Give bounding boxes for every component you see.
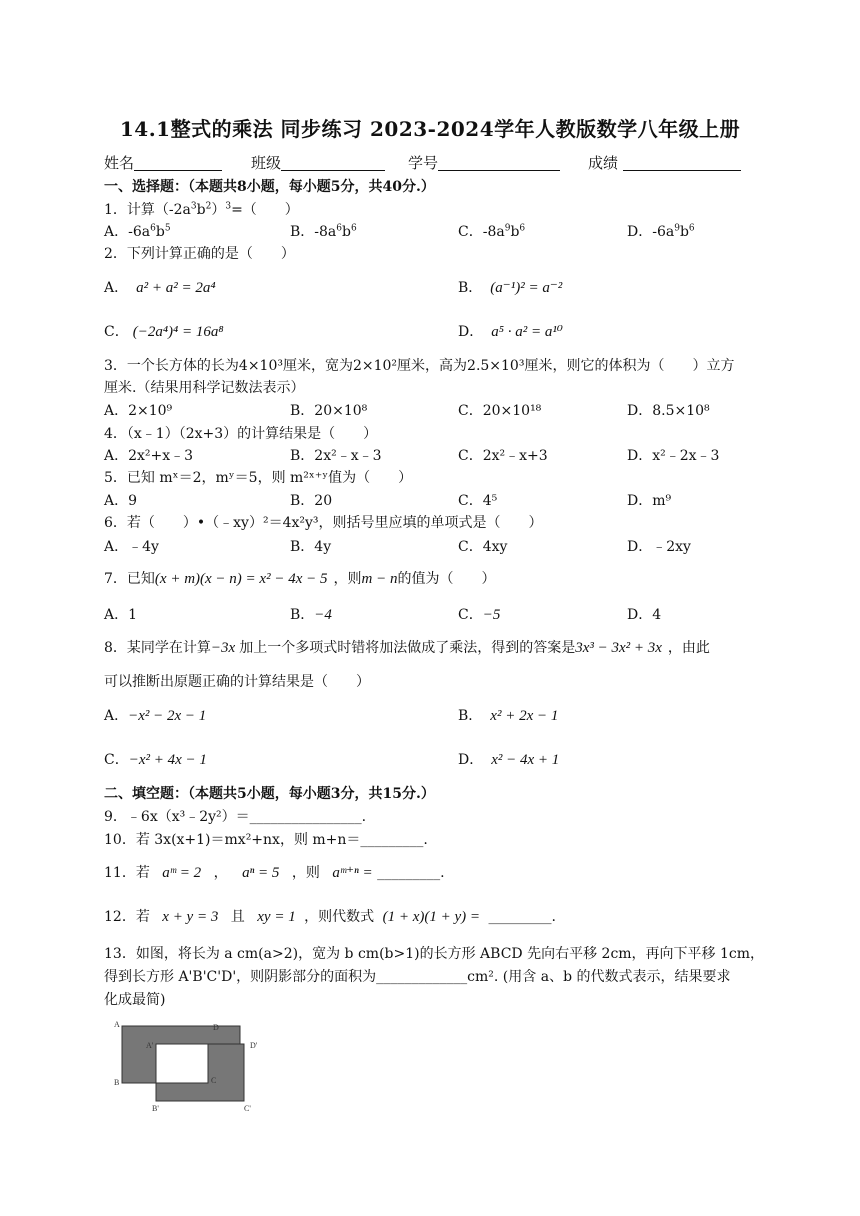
q6-option-a[interactable]: A．﹣4y (104, 539, 159, 555)
q1-a-b: b (155, 224, 165, 240)
q2-b-label: B． (458, 280, 483, 296)
question-13-line3: 化成最简) (104, 992, 166, 1008)
q1-stem-end: =（ ） (231, 202, 299, 218)
question-1-stem (104, 199, 299, 219)
question-5-stem: 5．已知 mˣ＝2，mʸ＝5，则 m²ˣ⁺ʸ值为（ ） (104, 470, 413, 486)
question-2-stem: 2．下列计算正确的是（ ） (104, 246, 295, 262)
q2-c-label: C． (104, 324, 129, 340)
q8-expr2: 3x³ − 3x² + 3x (575, 640, 662, 656)
q2-c-expr: (−2a⁴)⁴ = 16a⁸ (132, 324, 224, 340)
q1-c-e1: 9 (504, 223, 511, 234)
q1-stem-post: ） (211, 202, 226, 218)
question-12 (104, 906, 556, 926)
q12-pre: 12．若 (104, 909, 150, 925)
question-3-line1: 3．一个长方体的长为4×10³厘米，宽为2×10²厘米，高为2.5×10³厘米，则它的体积为（ ）立方 (104, 358, 735, 374)
q7-c-label: C． (458, 607, 483, 623)
q2-a-expr: a² + a² = 2a⁴ (136, 280, 216, 296)
q4-option-a[interactable]: A．2x²+x﹣3 (104, 448, 194, 464)
q7-b-label: B． (290, 607, 315, 623)
q6-option-c[interactable]: C．4xy (458, 539, 508, 555)
q7-post: 的值为（ ） (397, 571, 496, 587)
section-choice-heading: 一、选择题：（本题共8小题，每小题5分，共40分.） (104, 179, 435, 195)
question-7-stem (104, 568, 495, 588)
q8-c-expr: −x² + 4x − 1 (128, 752, 207, 768)
q1-sup2: 2 (205, 201, 212, 212)
q3-option-a[interactable]: A．2×10⁹ (104, 403, 173, 419)
number-label: 学号 (408, 154, 439, 172)
label-d-prime: D' (250, 1041, 258, 1050)
q7-option-c[interactable] (458, 604, 500, 624)
q1-b-e1: 6 (336, 223, 343, 234)
q8-b-label: B． (458, 708, 483, 724)
question-8-line2: 可以推断出原题正确的计算结果是（ ） (104, 674, 370, 690)
q6-option-d[interactable]: D．﹣2xy (627, 539, 691, 555)
question-6-stem: 6．若（ ）•（﹣xy）²＝4x²y³，则括号里应填的单项式是（ ） (104, 515, 543, 531)
q5-option-a[interactable]: A．9 (104, 493, 138, 509)
name-label: 姓名 (104, 154, 135, 172)
q4-option-c[interactable]: C．2x²﹣x+3 (458, 448, 548, 464)
q7-expr: (x + m)(x − n) = x² − 4x − 5 (154, 571, 328, 587)
q2-option-a[interactable] (104, 277, 216, 297)
q8-pre: 8．某同学在计算 (104, 640, 211, 656)
q11-e3: aᵐ⁺ⁿ = (332, 865, 373, 881)
number-blank[interactable] (438, 154, 560, 171)
q12-and: 且 (230, 909, 245, 925)
label-a-prime: A' (146, 1041, 154, 1050)
q12-e1: x + y = 3 (162, 909, 219, 925)
class-field (251, 152, 385, 173)
q1-a-e2: 5 (164, 223, 171, 234)
section-fill-heading: 二、填空题：（本题共5小题，每小题3分，共15分.） (104, 786, 435, 802)
name-field (104, 152, 222, 173)
label-c: C (211, 1076, 217, 1085)
q1-option-b[interactable] (290, 221, 357, 241)
q3-option-c[interactable]: C．20×10¹⁸ (458, 403, 542, 419)
q8-a-label: A． (104, 708, 129, 724)
question-13-line1: 13．如图，将长为 a cm(a>2)，宽为 b cm(b>1)的长方形 ABCD 先向右平移 2cm，再向下平移 1cm， (104, 946, 765, 962)
q1-stem-pre: 1．计算（-2a (104, 202, 191, 218)
q7-mid: ，则 (333, 571, 362, 587)
q1-d-e2: 6 (688, 223, 695, 234)
q7-b-val: −4 (314, 607, 332, 623)
q2-d-expr: a⁵ · a² = a¹⁰ (491, 324, 563, 340)
name-blank[interactable] (134, 154, 222, 171)
q11-sep: ， (213, 865, 228, 881)
q7-c-val: −5 (482, 607, 501, 623)
label-b: B (114, 1078, 120, 1087)
class-blank[interactable] (281, 154, 385, 171)
question-8-line1 (104, 637, 710, 657)
q1-stem-mid: b (196, 202, 206, 218)
q7-option-d[interactable]: D．4 (627, 607, 662, 623)
question-9: 9．﹣6x（x³﹣2y²）＝________________. (104, 809, 367, 825)
q1-b-b: b (342, 224, 351, 240)
q1-c-e2: 6 (519, 223, 526, 234)
question-3-line2: 厘米.（结果用科学记数法表示） (104, 380, 305, 396)
q8-option-c[interactable] (104, 749, 207, 769)
q2-a-label: A． (104, 280, 129, 296)
question-11 (104, 862, 445, 882)
q1-option-a[interactable] (104, 221, 171, 241)
q6-option-b[interactable]: B．4y (290, 539, 332, 555)
q11-e1: aᵐ = 2 (162, 865, 202, 881)
label-d: D (213, 1023, 219, 1032)
overlap-region (156, 1044, 208, 1083)
q1-d-b: b (679, 224, 689, 240)
q12-e2: xy = 1 (257, 909, 296, 925)
q11-pre: 11．若 (104, 865, 150, 881)
q12-e3: (1 + x)(1 + y) = (382, 909, 481, 925)
translation-figure (108, 1016, 268, 1112)
q1-sup1: 3 (190, 201, 197, 212)
question-10: 10．若 3x(x+1)＝mx²+nx，则 m+n＝_________. (104, 832, 428, 848)
q8-mid: 加上一个多项式时错将加法做成了乘法，得到的答案是 (239, 640, 576, 656)
number-field (408, 152, 560, 173)
q4-option-b[interactable]: B．2x²﹣x﹣3 (290, 448, 382, 464)
q1-sup3: 3 (225, 201, 232, 212)
q1-d-e1: 9 (674, 223, 680, 234)
q1-option-d[interactable] (627, 221, 695, 241)
q1-b-e2: 6 (350, 223, 357, 234)
score-blank[interactable] (623, 154, 741, 171)
score-label: 成绩 (588, 154, 619, 172)
q2-b-expr: (a⁻¹)² = a⁻² (490, 280, 563, 296)
q2-d-label: D． (458, 324, 484, 340)
label-b-prime: B' (152, 1104, 159, 1112)
q1-d-base: D．-6a (627, 224, 675, 240)
q1-c-base: C．-8a (458, 224, 505, 240)
label-a: A (114, 1020, 120, 1029)
q1-option-c[interactable] (458, 221, 525, 241)
question-4-stem: 4．（x﹣1）（2x+3）的计算结果是（ ） (104, 426, 378, 442)
q11-mid: ，则 (291, 865, 320, 881)
label-c-prime: C' (244, 1104, 251, 1112)
q8-d-label: D． (458, 752, 484, 768)
q1-b-base: B．-8a (290, 224, 337, 240)
q8-d-expr: x² − 4x + 1 (491, 752, 560, 768)
q7-option-b[interactable] (290, 604, 332, 624)
q12-mid: ，则代数式 (304, 909, 375, 925)
q8-expr1: −3x (210, 640, 236, 656)
q3-option-d[interactable]: D．8.5×10⁸ (627, 403, 710, 419)
q4-option-d[interactable]: D．x²﹣2x﹣3 (627, 448, 720, 464)
q5-option-c[interactable]: C．4⁵ (458, 493, 498, 509)
q2-option-c[interactable] (104, 321, 224, 341)
score-field (588, 152, 741, 173)
q7-pre: 7．已知 (104, 571, 155, 587)
q8-option-d[interactable] (458, 749, 559, 769)
q7-option-a[interactable]: A．1 (104, 607, 138, 623)
q8-b-expr: x² + 2x − 1 (490, 708, 559, 724)
q2-option-b[interactable] (458, 277, 562, 297)
q11-post: _________. (377, 865, 445, 881)
q5-option-d[interactable]: D．m⁹ (627, 493, 672, 509)
q2-option-d[interactable] (458, 321, 563, 341)
q8-a-expr: −x² − 2x − 1 (128, 708, 207, 724)
q5-option-b[interactable]: B．20 (290, 493, 333, 509)
q8-option-b[interactable] (458, 705, 558, 725)
q12-post: _________. (488, 909, 556, 925)
q8-post: ，由此 (667, 640, 710, 656)
question-13-line2: 得到长方形 A'B'C'D'，则阴影部分的面积为_____________cm². (用含 a、b 的代数式表示，结果要求 (104, 969, 731, 985)
q8-c-label: C． (104, 752, 129, 768)
q1-a-base: A．-6a (104, 224, 151, 240)
class-label: 班级 (251, 154, 282, 172)
q1-a-e1: 6 (150, 223, 156, 234)
q7-expr2: m − n (361, 571, 398, 587)
q1-c-b: b (510, 224, 520, 240)
q3-option-b[interactable]: B．20×10⁸ (290, 403, 368, 419)
q8-option-a[interactable] (104, 705, 206, 725)
page-title: 14.1整式的乘法 同步练习 2023-2024学年人教版数学八年级上册 (119, 117, 741, 141)
q11-e2: aⁿ = 5 (242, 865, 280, 881)
